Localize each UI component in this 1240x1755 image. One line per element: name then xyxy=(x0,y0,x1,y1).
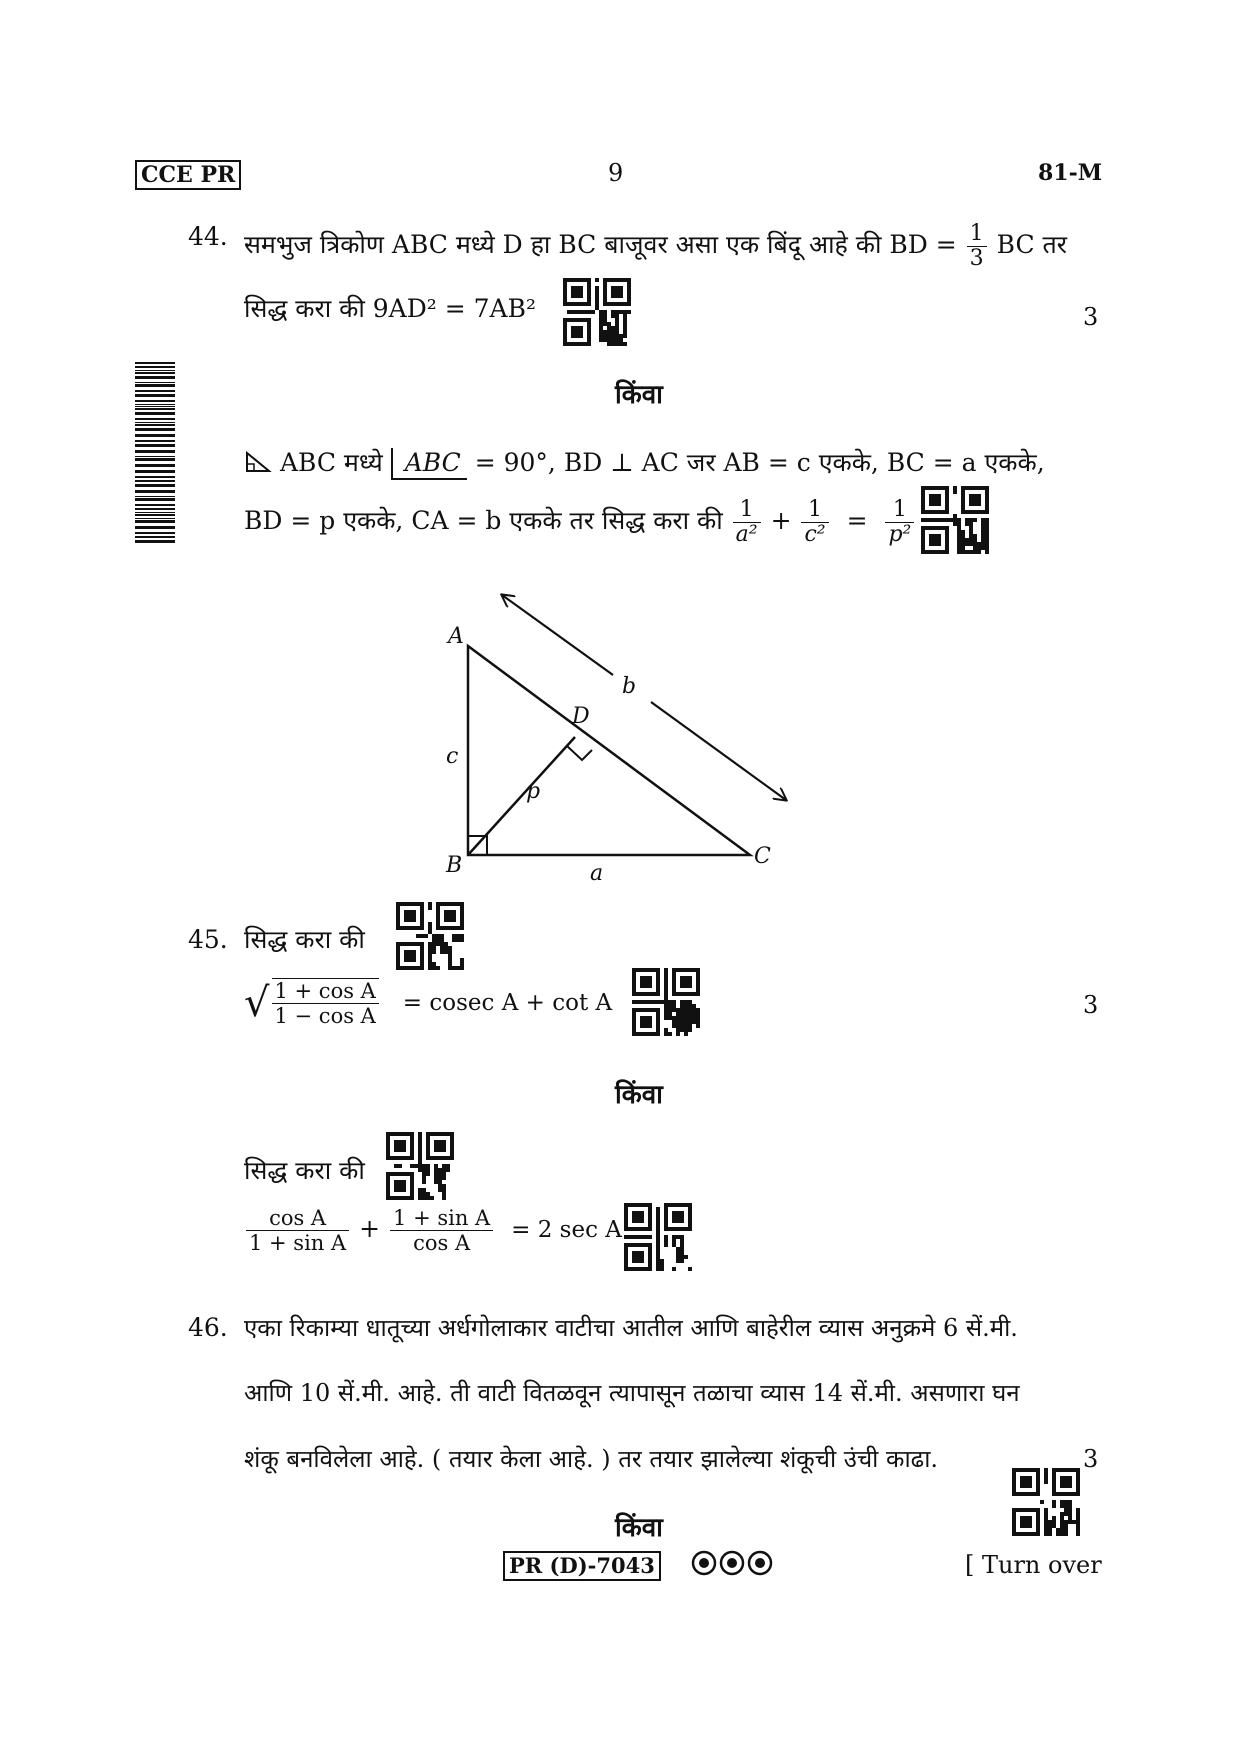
qr-code-icon xyxy=(396,902,464,974)
eq-frac-a xyxy=(733,498,761,547)
qr-code-icon xyxy=(386,1132,454,1204)
eq-plus: + xyxy=(770,506,792,535)
q46-line1: एका रिकाम्या धातूच्या अर्धगोलाकार वाटीचा आतील आणि बाहेरील व्यास अनुक्रमे 6 सें.मी. xyxy=(244,1314,1018,1342)
header-code-box: CCE PR xyxy=(135,160,241,190)
q44-alt-text1: ABC मध्ये xyxy=(279,448,383,477)
q45-alt-frac1-den: 1 + sin A xyxy=(249,1231,347,1255)
qr-code-icon xyxy=(1012,1468,1080,1540)
q44-fraction xyxy=(967,222,987,271)
turn-over-label: [ Turn over xyxy=(965,1551,1102,1579)
or-divider: किंवा xyxy=(615,1080,663,1110)
paper-code: 81-M xyxy=(1038,160,1103,186)
eq-frac-c-num: 1 xyxy=(801,498,828,523)
q44-line1 xyxy=(244,222,1067,271)
footer-code-box: PR (D)-7043 xyxy=(503,1551,661,1581)
eq-frac-c-den: c² xyxy=(804,522,826,547)
triangle-figure xyxy=(430,580,810,890)
altitude-bd xyxy=(468,737,575,855)
label-side-a: a xyxy=(590,861,604,886)
sqrt-icon: √ xyxy=(244,980,270,1026)
q46-marks: 3 xyxy=(1083,1445,1099,1473)
qr-code-icon xyxy=(624,1203,692,1275)
q44-alt-line2 xyxy=(244,498,916,547)
eq-frac-a-den: a² xyxy=(735,522,758,547)
q45-prompt: सिद्ध करा की xyxy=(244,925,365,954)
triangle-abc xyxy=(468,646,750,855)
q45-alt-frac2 xyxy=(390,1206,493,1255)
q45-alt-frac2-den: cos A xyxy=(413,1231,471,1255)
label-a-vertex: A xyxy=(448,624,464,649)
label-d-point: D xyxy=(572,704,590,729)
q45-alt-frac1 xyxy=(246,1206,349,1255)
label-b-vertex: B xyxy=(446,853,463,878)
label-side-b: b xyxy=(622,674,637,699)
q45-root-fraction xyxy=(272,978,379,1028)
q44-frac-num: 1 xyxy=(967,222,987,247)
q44-line2: सिद्ध करा की 9AD² = 7AB² xyxy=(244,294,536,323)
triangle-icon xyxy=(244,450,272,474)
right-angle-d xyxy=(567,746,592,760)
q45-alt-equation xyxy=(244,1206,622,1255)
q45-alt-plus: + xyxy=(359,1214,381,1243)
angle-abc: ABC xyxy=(391,448,467,480)
eq-frac-p-num: 1 xyxy=(885,498,914,523)
q45-root-num: 1 + cos A xyxy=(272,979,379,1004)
q46-line3: शंकू बनविलेला आहे. ( तयार केला आहे. ) तर तयार झालेल्या शंकूची उंची काढा. xyxy=(244,1445,939,1473)
q44-marks: 3 xyxy=(1083,303,1099,331)
eq-equals: = xyxy=(846,506,868,535)
q44-alt-line1 xyxy=(244,448,1045,480)
label-side-c: c xyxy=(446,744,459,769)
eq-frac-p xyxy=(885,498,914,547)
arrow-b-right xyxy=(651,702,786,800)
q45-root-den: 1 − cos A xyxy=(274,1004,376,1028)
label-c-vertex: C xyxy=(754,844,771,869)
q44-alt-text1b: = 90°, BD ⊥ AC जर AB = c एकके, BC = a एकके, xyxy=(474,448,1045,477)
q45-alt-frac1-num: cos A xyxy=(246,1206,349,1231)
q45-alt-prompt: सिद्ध करा की xyxy=(244,1156,365,1185)
q45-alt-rhs: = 2 sec A xyxy=(511,1217,622,1243)
qr-code-icon xyxy=(921,486,989,558)
eq-frac-a-num: 1 xyxy=(733,498,761,523)
q44-line1-text: समभुज त्रिकोण ABC मध्ये D हा BC बाजूवर असा एक बिंदू आहे की BD = xyxy=(244,230,957,259)
arrow-b-left xyxy=(502,595,613,675)
label-side-p: p xyxy=(526,779,541,804)
q45-marks: 3 xyxy=(1083,991,1099,1019)
qr-code-icon xyxy=(632,968,700,1040)
q46-line2: आणि 10 सें.मी. आहे. ती वाटी वितळवून त्यापासून तळाचा व्यास 14 सें.मी. असणारा घन xyxy=(244,1379,1020,1407)
q45-alt-frac2-num: 1 + sin A xyxy=(390,1206,493,1231)
q46-number: 46. xyxy=(188,1313,228,1342)
flower-ornament-icon xyxy=(690,1547,776,1579)
q44-frac-den: 3 xyxy=(969,246,984,271)
q45-equation xyxy=(244,978,612,1028)
page-number: 9 xyxy=(608,159,624,187)
eq-frac-p-den: p² xyxy=(888,522,912,547)
or-divider: किंवा xyxy=(615,380,663,410)
eq-frac-c xyxy=(801,498,828,547)
q44-alt-text2: BD = p एकके, CA = b एकके तर सिद्ध करा की xyxy=(244,506,723,535)
qr-code-icon xyxy=(563,278,631,350)
q44-line1-end: BC तर xyxy=(996,230,1067,259)
q44-number: 44. xyxy=(188,222,228,251)
q45-number: 45. xyxy=(188,925,228,954)
or-divider: किंवा xyxy=(615,1513,663,1543)
barcode-icon xyxy=(135,362,175,544)
q45-rhs: = cosec A + cot A xyxy=(402,989,613,1016)
